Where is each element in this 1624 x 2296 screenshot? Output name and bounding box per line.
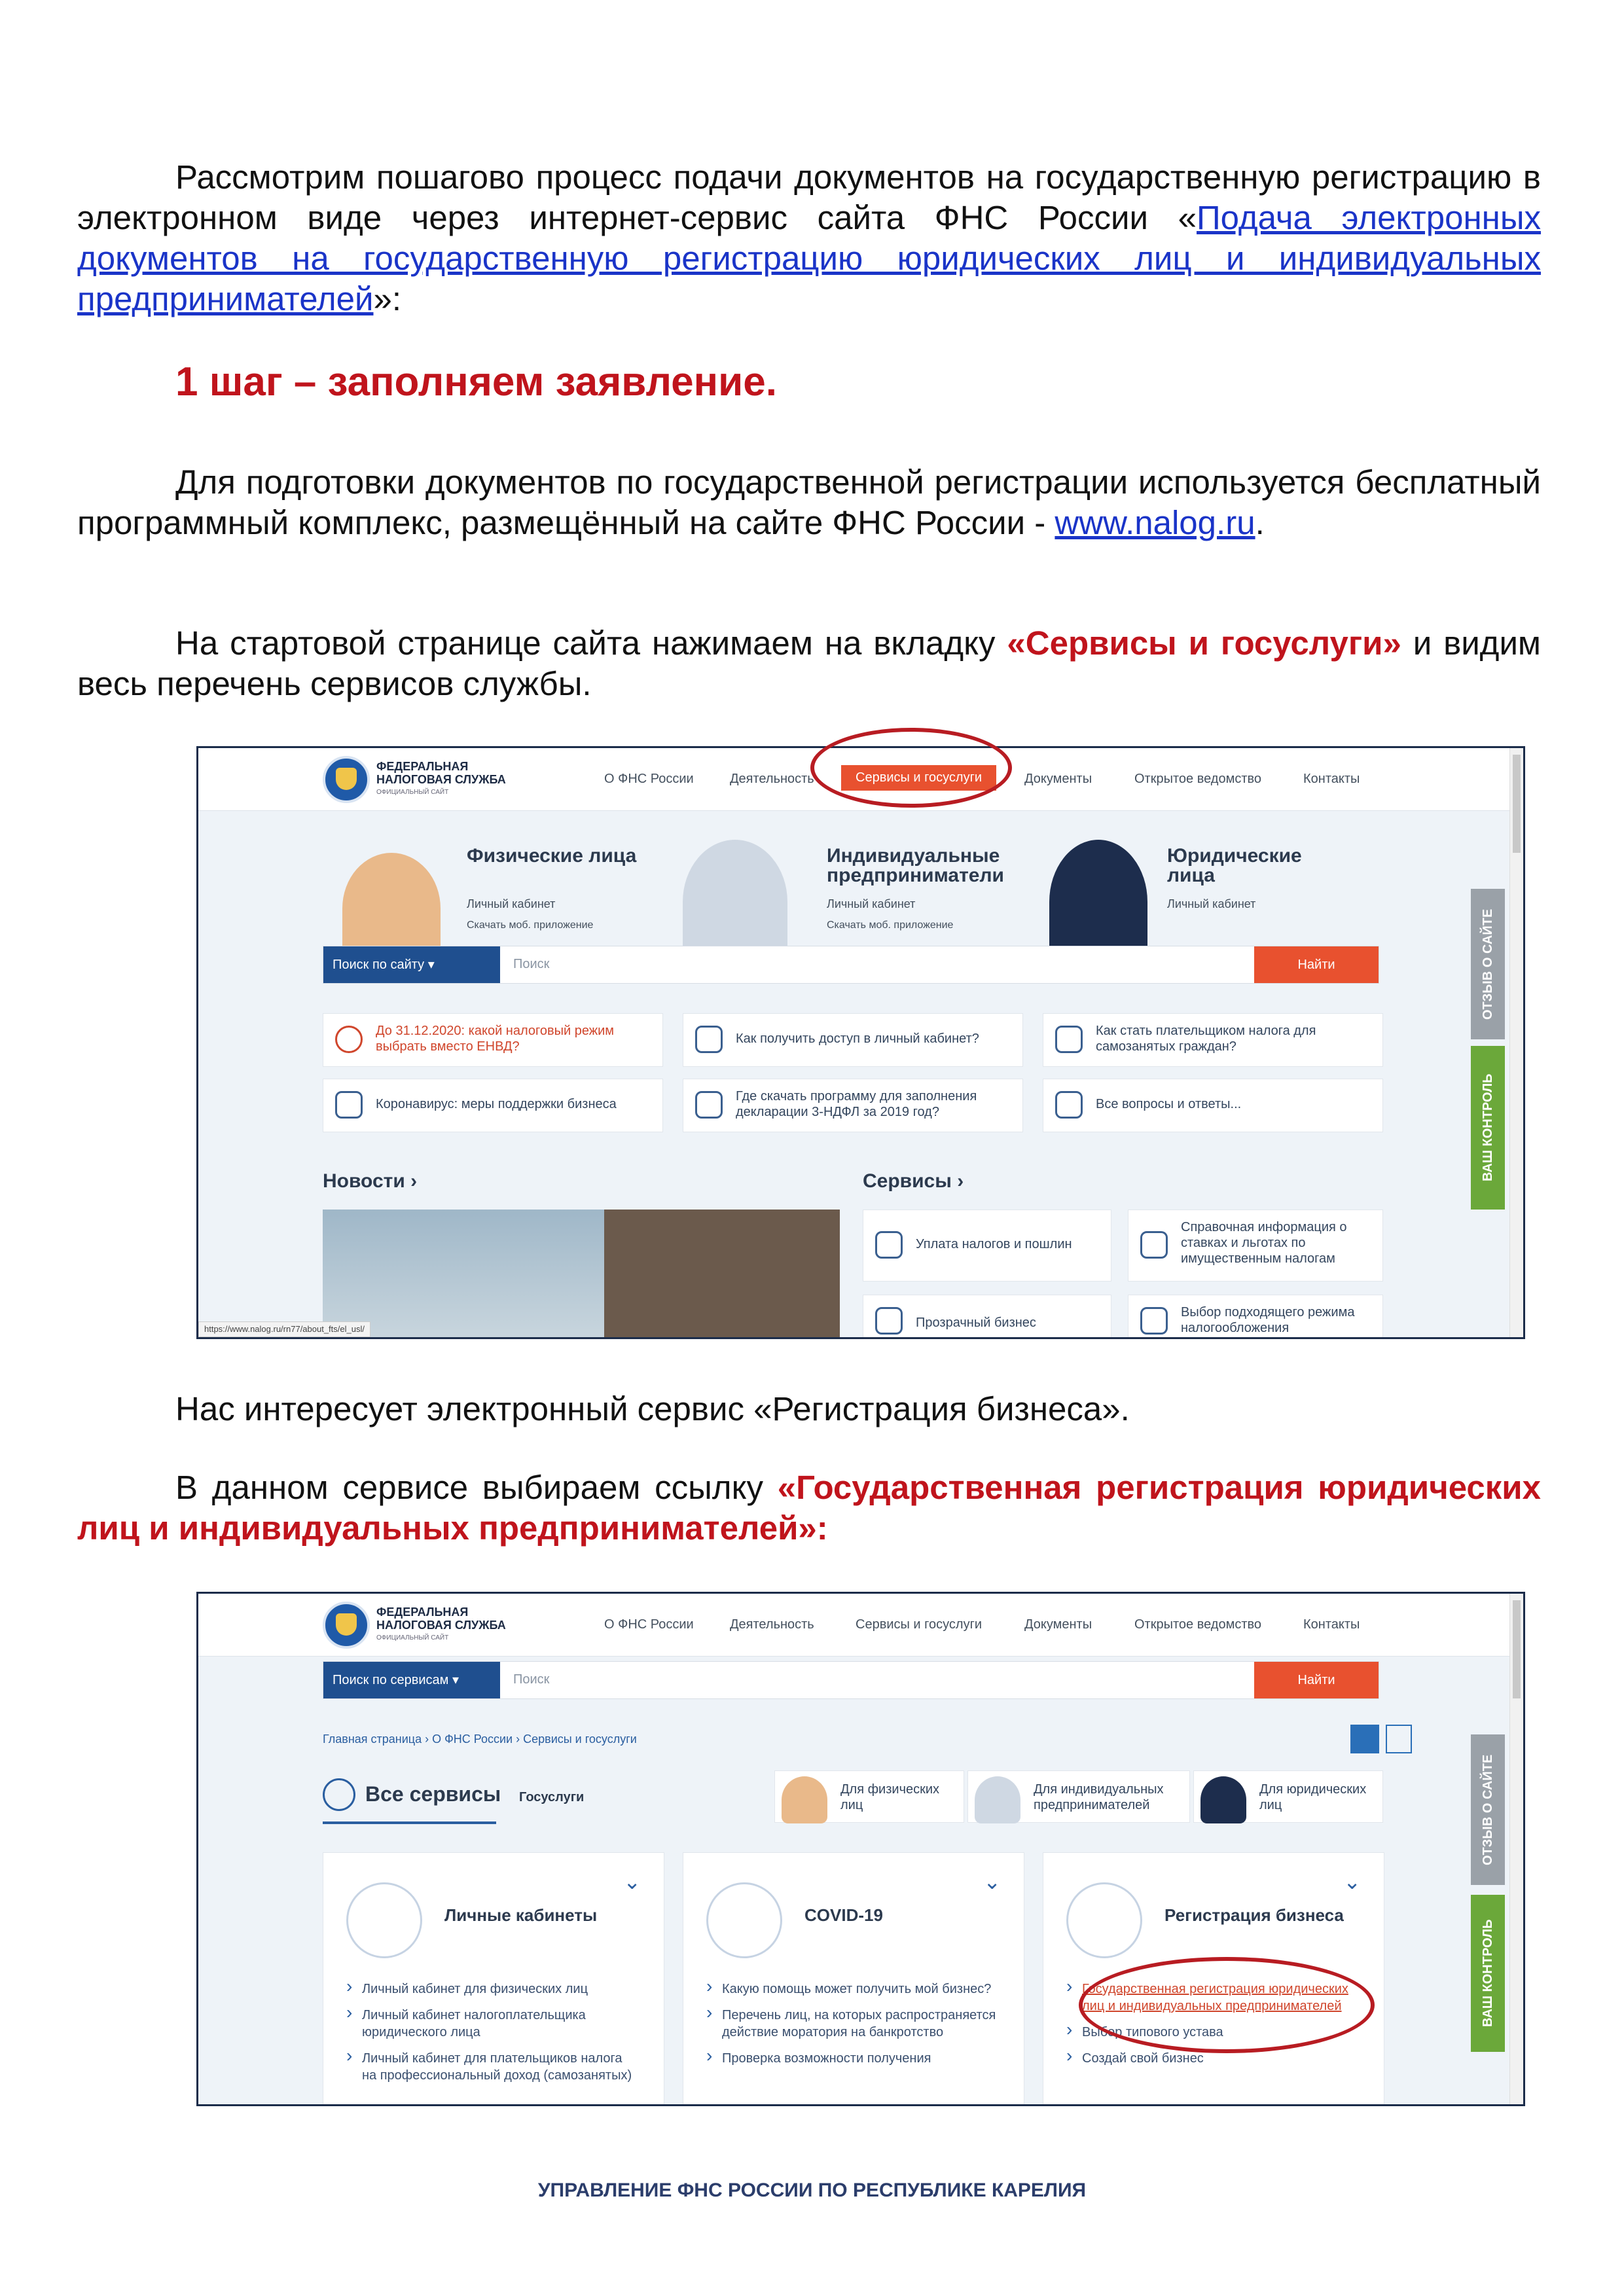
- cat-physical[interactable]: Физические лица: [467, 845, 637, 867]
- service-transparent[interactable]: Прозрачный бизнес: [863, 1295, 1111, 1339]
- gear-icon: [1140, 1231, 1168, 1259]
- person-image: [1200, 1776, 1246, 1823]
- list-item[interactable]: › Проверка возможности получения: [706, 2050, 997, 2067]
- nav-about[interactable]: О ФНС России: [604, 1617, 694, 1632]
- fns-logo-icon: [323, 1602, 370, 1649]
- highlight-oval: [1079, 1957, 1375, 2053]
- chevron-down-icon[interactable]: ⌄: [1343, 1870, 1361, 1893]
- pen-icon: [875, 1307, 903, 1335]
- active-tab-underline: [323, 1821, 496, 1824]
- cat-legal-cabinet[interactable]: Личный кабинет: [1167, 897, 1256, 910]
- list-item[interactable]: › Создай свой бизнес: [1066, 2050, 1357, 2067]
- person-image: [975, 1776, 1020, 1823]
- chevron-down-icon[interactable]: ⌄: [983, 1870, 1001, 1893]
- step1-heading: 1 шаг – заполняем заявление.: [175, 359, 777, 404]
- news-image[interactable]: [323, 1210, 840, 1339]
- list-item[interactable]: › Личный кабинет для физических лиц: [346, 1981, 637, 1998]
- card-access[interactable]: Как получить доступ в личный кабинет?: [683, 1013, 1023, 1067]
- nav-documents[interactable]: Документы: [1024, 772, 1092, 786]
- fns-logo-icon: [323, 756, 370, 803]
- handshake-icon: [1055, 1026, 1083, 1053]
- search-button[interactable]: Найти: [1254, 946, 1379, 983]
- search-input[interactable]: Поиск: [513, 1672, 550, 1687]
- cat-physical-app[interactable]: Скачать моб. приложение: [467, 920, 594, 931]
- card-envd[interactable]: До 31.12.2020: какой налоговый режим выбрать вместо ЕНВД?: [323, 1013, 663, 1067]
- column-covid: [683, 1852, 1024, 2106]
- feedback-tab[interactable]: ОТЗЫВ О САЙТЕ: [1471, 889, 1505, 1039]
- search-select[interactable]: Поиск по сайту ▾: [323, 946, 500, 983]
- nav-open[interactable]: Открытое ведомство: [1134, 1617, 1262, 1632]
- question-icon: [1055, 1091, 1083, 1119]
- para-choose-link: В данном сервисе выбираем ссылку «Государственная регистрация юридических лиц и индивидуальных предпринимателей»:: [77, 1469, 1541, 1547]
- list-item[interactable]: › Перечень лиц, на которых распространяется действие моратория на банкротство: [706, 2007, 997, 2041]
- scrollbar[interactable]: [1509, 1594, 1523, 2104]
- sliders-icon: [1140, 1307, 1168, 1335]
- nav-activity[interactable]: Деятельность: [730, 772, 814, 786]
- nav-activity[interactable]: Деятельность: [730, 1617, 814, 1632]
- grid-view-icon[interactable]: [1350, 1725, 1379, 1753]
- chevron-down-icon[interactable]: ⌄: [623, 1870, 641, 1893]
- service-search: [323, 1661, 1379, 1699]
- para-program: Для подготовки документов по государственной регистрации используется бесплатный программный комплекс, размещённый на сайте ФНС России - www.nalog.ru.: [77, 463, 1541, 541]
- services-title[interactable]: Сервисы ›: [863, 1170, 964, 1192]
- building-image: [604, 1210, 840, 1339]
- cat-ip-app[interactable]: Скачать моб. приложение: [827, 920, 954, 931]
- column-title: COVID-19: [804, 1905, 883, 1925]
- search-button[interactable]: Найти: [1254, 1662, 1379, 1698]
- feedback-tab[interactable]: ОТЗЫВ О САЙТЕ: [1471, 1734, 1505, 1885]
- logo-text: ФЕДЕРАЛЬНАЯ НАЛОГОВАЯ СЛУЖБА ОФИЦИАЛЬНЫЙ САЙТ: [376, 1605, 506, 1641]
- service-regime[interactable]: Выбор подходящего режима налогообложения: [1128, 1295, 1383, 1339]
- highlight-oval: [810, 728, 1012, 808]
- status-bar: https://www.nalog.ru/rn77/about_fts/el_usl/: [198, 1321, 370, 1337]
- download-icon: [695, 1091, 723, 1119]
- control-tab[interactable]: ВАШ КОНТРОЛЬ: [1471, 1046, 1505, 1210]
- list-item[interactable]: › Личный кабинет налогоплательщика юридического лица: [346, 2007, 637, 2041]
- gear-icon: [323, 1778, 355, 1811]
- footer: УПРАВЛЕНИЕ ФНС РОССИИ ПО РЕСПУБЛИКЕ КАРЕЛИЯ: [537, 2179, 1087, 2201]
- all-services-tab[interactable]: Все сервисы: [365, 1782, 501, 1806]
- list-item[interactable]: › Личный кабинет для плательщиков налога на профессиональный доход (самозанятых): [346, 2050, 637, 2084]
- column-title: Регистрация бизнеса: [1164, 1905, 1344, 1925]
- nav-services[interactable]: Сервисы и госуслуги: [841, 765, 996, 791]
- search-input[interactable]: Поиск: [513, 957, 550, 971]
- list-item[interactable]: › Выбор типового устава: [1066, 2024, 1357, 2041]
- nav-open[interactable]: Открытое ведомство: [1134, 772, 1262, 786]
- nav-documents[interactable]: Документы: [1024, 1617, 1092, 1632]
- cat-ip[interactable]: Индивидуальные предприниматели: [827, 845, 1004, 886]
- payment-icon: [875, 1231, 903, 1259]
- card-3ndfl[interactable]: Где скачать программу для заполнения декларации 3-НДФЛ за 2019 год?: [683, 1079, 1023, 1132]
- scrollbar[interactable]: [1509, 748, 1523, 1337]
- nalog-link[interactable]: www.nalog.ru: [1055, 504, 1255, 541]
- nav-contacts[interactable]: Контакты: [1303, 1617, 1360, 1632]
- cat-physical-cabinet[interactable]: Личный кабинет: [467, 897, 556, 910]
- logo-text: ФЕДЕРАЛЬНАЯ НАЛОГОВАЯ СЛУЖБА ОФИЦИАЛЬНЫЙ САЙТ: [376, 760, 506, 796]
- site-search: [323, 946, 1379, 984]
- envd-icon: [335, 1026, 363, 1053]
- audience-legal[interactable]: Для юридических лиц: [1193, 1770, 1383, 1823]
- audience-physical[interactable]: Для физических лиц: [774, 1770, 964, 1823]
- nav-about[interactable]: О ФНС России: [604, 772, 694, 786]
- service-link[interactable]: Подача электронных документов на государственную регистрацию юридических лиц и индивидуальных предпринимателей: [77, 199, 1541, 317]
- service-payment[interactable]: Уплата налогов и пошлин: [863, 1210, 1111, 1282]
- card-covid[interactable]: Коронавирус: меры поддержки бизнеса: [323, 1079, 663, 1132]
- nav-services[interactable]: Сервисы и госуслуги: [856, 1617, 983, 1632]
- breadcrumb[interactable]: Главная страница › О ФНС России › Сервисы и госуслуги: [323, 1732, 637, 1746]
- cat-legal[interactable]: Юридические лица: [1167, 845, 1302, 886]
- site-header: [198, 1594, 1523, 1657]
- people-icon: [1066, 1882, 1142, 1958]
- list-view-icon[interactable]: [1386, 1725, 1412, 1753]
- cat-ip-cabinet[interactable]: Личный кабинет: [827, 897, 916, 910]
- person-image: [782, 1776, 827, 1823]
- column-title: Личные кабинеты: [444, 1905, 598, 1925]
- column-cabinets: [323, 1852, 664, 2106]
- key-icon: [695, 1026, 723, 1053]
- service-reference[interactable]: Справочная информация о ставках и льготах по имущественным налогам: [1128, 1210, 1383, 1282]
- gos-registration-link[interactable]: › Государственная регистрация юридических лиц и индивидуальных предпринимателей: [1066, 1981, 1357, 2015]
- nav-contacts[interactable]: Контакты: [1303, 772, 1360, 786]
- audience-ip[interactable]: Для индивидуальных предпринимателей: [967, 1770, 1190, 1823]
- news-title[interactable]: Новости ›: [323, 1170, 418, 1192]
- para-start-page: На стартовой странице сайта нажимаем на вкладку «Сервисы и госуслуги» и видим весь перечень сервисов службы.: [77, 624, 1541, 702]
- screenshot-main-page: [196, 746, 1525, 1339]
- list-item[interactable]: › Какую помощь может получить мой бизнес?: [706, 1981, 997, 1998]
- gosuslugi-tab[interactable]: Госуслуги: [519, 1790, 585, 1804]
- intro-paragraph: Рассмотрим пошагово процесс подачи документов на государственную регистрацию в электронном виде через интернет-сервис сайта ФНС России «Подача электронных документов на государственную регистрацию юридических лиц и индивидуальных предпринимателей»:: [77, 158, 1541, 317]
- card-faq[interactable]: Все вопросы и ответы...: [1043, 1079, 1383, 1132]
- para-interest: Нас интересует электронный сервис «Регистрация бизнеса».: [175, 1390, 1130, 1427]
- control-tab[interactable]: ВАШ КОНТРОЛЬ: [1471, 1895, 1505, 2052]
- user-icon: [346, 1882, 422, 1958]
- chart-icon: [335, 1091, 363, 1119]
- chart-icon: [706, 1882, 782, 1958]
- search-select[interactable]: Поиск по сервисам ▾: [323, 1662, 500, 1698]
- card-selfemployed[interactable]: Как стать плательщиком налога для самозанятых граждан?: [1043, 1013, 1383, 1067]
